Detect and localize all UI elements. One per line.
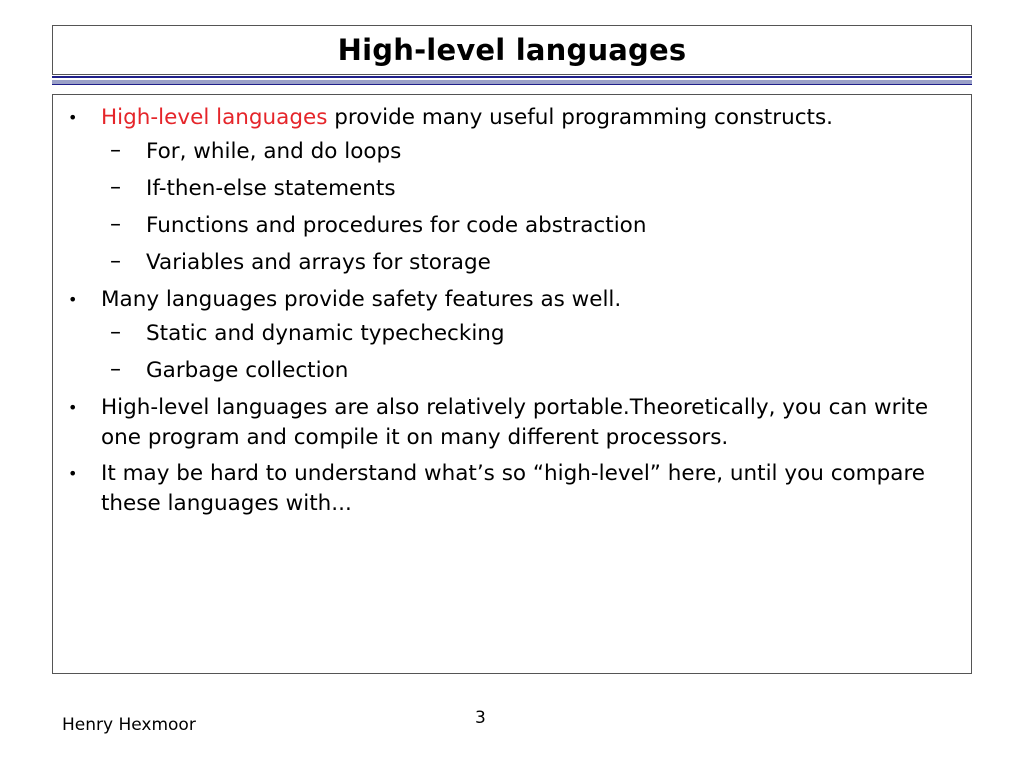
bullet-icon: • [68,108,78,127]
sub-item-text: Functions and procedures for code abstraction [146,213,647,238]
bullet-item [53,103,971,278]
bullet-icon: • [68,290,78,309]
bullet-text: High-level languages are also relatively portable.Theoretically, you can write one program and compile it on many different processors. [101,395,929,450]
dash-icon: – [110,357,121,382]
slide-title: High-level languages [337,33,687,67]
dash-icon: – [110,320,121,345]
sub-item-text: Variables and arrays for storage [146,250,491,275]
footer-author: Henry Hexmoor [62,715,196,735]
dash-icon: – [110,249,121,274]
sub-item [101,174,951,204]
highlighted-term: High-level languages [101,105,328,130]
title-box [52,25,972,75]
bullet-item [53,285,971,386]
sub-list [101,137,951,278]
page-number: 3 [475,708,486,728]
bullet-text: It may be hard to understand what’s so “high-level” here, until you compare these languages with... [101,461,926,516]
dash-icon: – [110,212,121,237]
bullet-icon: • [68,464,78,483]
content-box [52,94,972,674]
sub-item [101,356,951,386]
sub-item-text: If-then-else statements [146,176,396,201]
title-underline [52,76,972,78]
bullet-list [53,103,971,525]
sub-item [101,319,951,349]
sub-list [101,319,951,386]
bullet-icon: • [68,398,78,417]
bullet-item [53,393,971,453]
dash-icon: – [110,138,121,163]
sub-item-text: For, while, and do loops [146,139,402,164]
sub-item [101,211,951,241]
sub-item [101,137,951,167]
bullet-text: Many languages provide safety features as well. [101,287,622,312]
sub-item [101,248,951,278]
sub-item-text: Static and dynamic typechecking [146,321,505,346]
dash-icon: – [110,175,121,200]
title-underline-bottom [52,84,972,85]
bullet-item [53,459,971,519]
bullet-text: provide many useful programming constructs. [327,105,833,130]
sub-item-text: Garbage collection [146,358,349,383]
